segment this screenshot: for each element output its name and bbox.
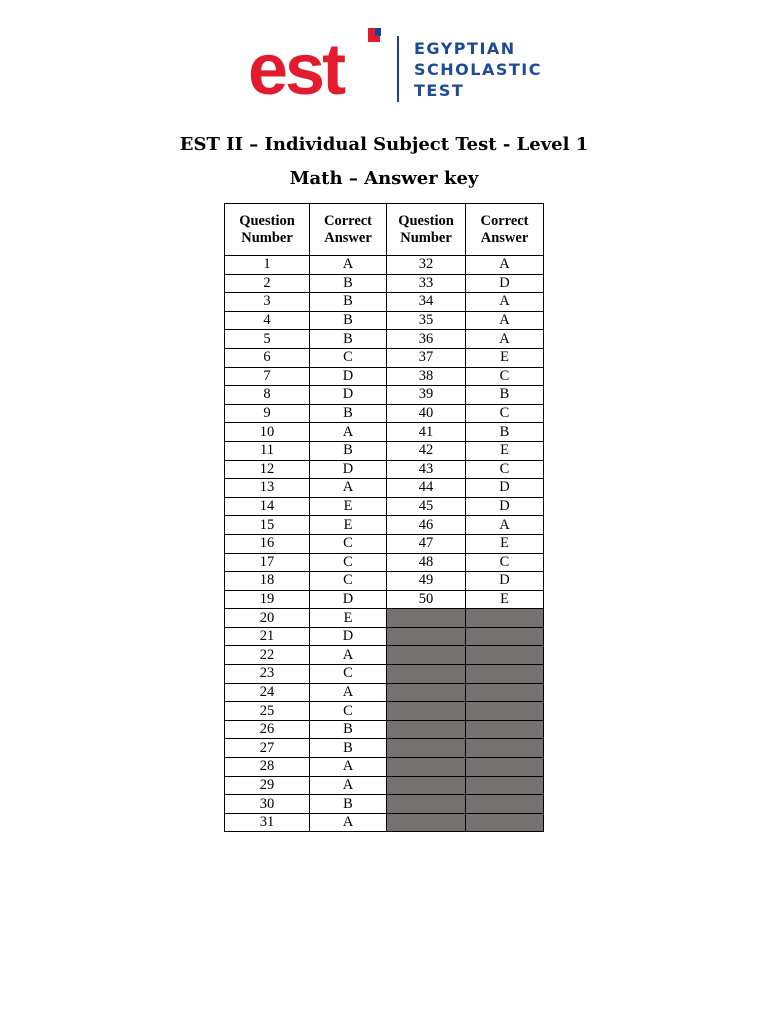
logo-mark: est xyxy=(248,30,344,110)
table-row xyxy=(225,441,544,460)
correct-answer-cell: C xyxy=(466,553,544,572)
answer-key-table xyxy=(224,203,544,832)
correct-answer-cell: A xyxy=(466,516,544,535)
table-row xyxy=(225,720,544,739)
question-number-cell xyxy=(387,795,466,814)
table-row xyxy=(225,553,544,572)
logo-line-2: SCHOLASTIC xyxy=(414,60,542,79)
correct-answer-cell xyxy=(466,739,544,758)
table-row xyxy=(225,497,544,516)
question-number-cell: 22 xyxy=(225,646,310,665)
question-number-cell: 19 xyxy=(225,590,310,609)
table-row xyxy=(225,311,544,330)
page-subtitle: Math – Answer key xyxy=(289,168,479,189)
question-number-cell: 44 xyxy=(387,479,466,498)
table-row xyxy=(225,795,544,814)
logo-wordmark xyxy=(414,38,542,101)
question-number-cell: 24 xyxy=(225,683,310,702)
table-row xyxy=(225,683,544,702)
table-row xyxy=(225,534,544,553)
table-row xyxy=(225,776,544,795)
question-number-cell: 30 xyxy=(225,795,310,814)
correct-answer-cell xyxy=(466,720,544,739)
correct-answer-cell: B xyxy=(466,423,544,442)
correct-answer-cell: A xyxy=(310,479,387,498)
correct-answer-cell: E xyxy=(466,441,544,460)
table-row xyxy=(225,739,544,758)
correct-answer-cell: C xyxy=(310,702,387,721)
question-number-cell: 17 xyxy=(225,553,310,572)
logo-flag-accent-icon xyxy=(375,28,381,36)
correct-answer-cell: E xyxy=(310,497,387,516)
question-number-cell: 25 xyxy=(225,702,310,721)
question-number-cell: 13 xyxy=(225,479,310,498)
table-row xyxy=(225,330,544,349)
question-number-cell: 42 xyxy=(387,441,466,460)
question-number-cell: 11 xyxy=(225,441,310,460)
correct-answer-cell: C xyxy=(310,534,387,553)
logo-divider xyxy=(397,36,399,102)
correct-answer-cell: C xyxy=(466,404,544,423)
question-number-cell: 36 xyxy=(387,330,466,349)
header-question-number-2: Question Number xyxy=(387,204,466,256)
table-row xyxy=(225,348,544,367)
correct-answer-cell: D xyxy=(466,479,544,498)
table-row xyxy=(225,479,544,498)
table-row xyxy=(225,423,544,442)
question-number-cell: 5 xyxy=(225,330,310,349)
question-number-cell xyxy=(387,813,466,832)
question-number-cell: 26 xyxy=(225,720,310,739)
question-number-cell: 10 xyxy=(225,423,310,442)
question-number-cell xyxy=(387,609,466,628)
question-number-cell xyxy=(387,758,466,777)
question-number-cell: 39 xyxy=(387,386,466,405)
correct-answer-cell: D xyxy=(310,590,387,609)
correct-answer-cell: C xyxy=(466,460,544,479)
table-row xyxy=(225,627,544,646)
correct-answer-cell: D xyxy=(310,386,387,405)
correct-answer-cell xyxy=(466,813,544,832)
correct-answer-cell: B xyxy=(310,293,387,312)
logo-line-1: EGYPTIAN xyxy=(414,39,516,58)
question-number-cell: 16 xyxy=(225,534,310,553)
question-number-cell: 18 xyxy=(225,572,310,591)
table-row xyxy=(225,702,544,721)
table-row xyxy=(225,758,544,777)
correct-answer-cell xyxy=(466,646,544,665)
header-correct-answer-1: Correct Answer xyxy=(310,204,387,256)
correct-answer-cell: A xyxy=(466,311,544,330)
correct-answer-cell xyxy=(466,776,544,795)
correct-answer-cell: C xyxy=(310,553,387,572)
question-number-cell: 50 xyxy=(387,590,466,609)
question-number-cell: 15 xyxy=(225,516,310,535)
table-row xyxy=(225,590,544,609)
correct-answer-cell: D xyxy=(466,274,544,293)
correct-answer-cell: D xyxy=(466,497,544,516)
question-number-cell: 46 xyxy=(387,516,466,535)
table-row xyxy=(225,516,544,535)
correct-answer-cell: D xyxy=(310,460,387,479)
page-title: EST II – Individual Subject Test - Level 1 xyxy=(179,134,589,155)
table-row xyxy=(225,404,544,423)
correct-answer-cell: C xyxy=(310,348,387,367)
question-number-cell xyxy=(387,683,466,702)
correct-answer-cell xyxy=(466,795,544,814)
correct-answer-cell: A xyxy=(310,758,387,777)
question-number-cell: 31 xyxy=(225,813,310,832)
question-number-cell: 45 xyxy=(387,497,466,516)
logo-line-3: TEST xyxy=(414,81,465,100)
question-number-cell: 29 xyxy=(225,776,310,795)
question-number-cell xyxy=(387,665,466,684)
correct-answer-cell: B xyxy=(310,795,387,814)
correct-answer-cell: B xyxy=(310,404,387,423)
correct-answer-cell: B xyxy=(310,330,387,349)
question-number-cell xyxy=(387,646,466,665)
table-row xyxy=(225,256,544,275)
question-number-cell: 23 xyxy=(225,665,310,684)
correct-answer-cell xyxy=(466,702,544,721)
correct-answer-cell xyxy=(466,758,544,777)
question-number-cell: 34 xyxy=(387,293,466,312)
correct-answer-cell: A xyxy=(310,683,387,702)
correct-answer-cell: A xyxy=(466,293,544,312)
question-number-cell: 41 xyxy=(387,423,466,442)
correct-answer-cell: A xyxy=(310,256,387,275)
correct-answer-cell: E xyxy=(310,516,387,535)
question-number-cell: 27 xyxy=(225,739,310,758)
question-number-cell: 14 xyxy=(225,497,310,516)
correct-answer-cell: E xyxy=(466,534,544,553)
correct-answer-cell: C xyxy=(310,665,387,684)
table-row xyxy=(225,293,544,312)
table-row xyxy=(225,274,544,293)
correct-answer-cell: D xyxy=(466,572,544,591)
table-row xyxy=(225,609,544,628)
table-row xyxy=(225,386,544,405)
table-row xyxy=(225,646,544,665)
header-correct-answer-2: Correct Answer xyxy=(466,204,544,256)
correct-answer-cell xyxy=(466,683,544,702)
est-logo xyxy=(248,28,548,110)
question-number-cell: 49 xyxy=(387,572,466,591)
correct-answer-cell xyxy=(466,665,544,684)
question-number-cell: 4 xyxy=(225,311,310,330)
question-number-cell: 33 xyxy=(387,274,466,293)
correct-answer-cell: D xyxy=(310,627,387,646)
correct-answer-cell: A xyxy=(310,423,387,442)
question-number-cell: 38 xyxy=(387,367,466,386)
question-number-cell: 35 xyxy=(387,311,466,330)
question-number-cell: 28 xyxy=(225,758,310,777)
correct-answer-cell: B xyxy=(466,386,544,405)
question-number-cell: 20 xyxy=(225,609,310,628)
question-number-cell xyxy=(387,702,466,721)
correct-answer-cell: E xyxy=(466,590,544,609)
correct-answer-cell: B xyxy=(310,274,387,293)
table-row xyxy=(225,367,544,386)
question-number-cell: 6 xyxy=(225,348,310,367)
question-number-cell xyxy=(387,776,466,795)
correct-answer-cell: A xyxy=(310,813,387,832)
question-number-cell: 43 xyxy=(387,460,466,479)
table-header-row xyxy=(225,204,544,256)
question-number-cell: 1 xyxy=(225,256,310,275)
question-number-cell: 8 xyxy=(225,386,310,405)
correct-answer-cell: D xyxy=(310,367,387,386)
correct-answer-cell: B xyxy=(310,441,387,460)
question-number-cell xyxy=(387,720,466,739)
correct-answer-cell: A xyxy=(310,646,387,665)
table-row xyxy=(225,813,544,832)
question-number-cell: 3 xyxy=(225,293,310,312)
correct-answer-cell: C xyxy=(466,367,544,386)
correct-answer-cell: E xyxy=(466,348,544,367)
table-row xyxy=(225,460,544,479)
table-row xyxy=(225,665,544,684)
question-number-cell xyxy=(387,739,466,758)
question-number-cell xyxy=(387,627,466,646)
question-number-cell: 21 xyxy=(225,627,310,646)
correct-answer-cell: A xyxy=(466,256,544,275)
question-number-cell: 48 xyxy=(387,553,466,572)
correct-answer-cell: B xyxy=(310,720,387,739)
question-number-cell: 12 xyxy=(225,460,310,479)
question-number-cell: 47 xyxy=(387,534,466,553)
correct-answer-cell: C xyxy=(310,572,387,591)
correct-answer-cell: A xyxy=(466,330,544,349)
question-number-cell: 32 xyxy=(387,256,466,275)
question-number-cell: 40 xyxy=(387,404,466,423)
correct-answer-cell: B xyxy=(310,739,387,758)
correct-answer-cell: B xyxy=(310,311,387,330)
question-number-cell: 37 xyxy=(387,348,466,367)
correct-answer-cell: A xyxy=(310,776,387,795)
correct-answer-cell xyxy=(466,627,544,646)
question-number-cell: 9 xyxy=(225,404,310,423)
header-question-number-1: Question Number xyxy=(225,204,310,256)
question-number-cell: 7 xyxy=(225,367,310,386)
question-number-cell: 2 xyxy=(225,274,310,293)
correct-answer-cell: E xyxy=(310,609,387,628)
table-row xyxy=(225,572,544,591)
correct-answer-cell xyxy=(466,609,544,628)
